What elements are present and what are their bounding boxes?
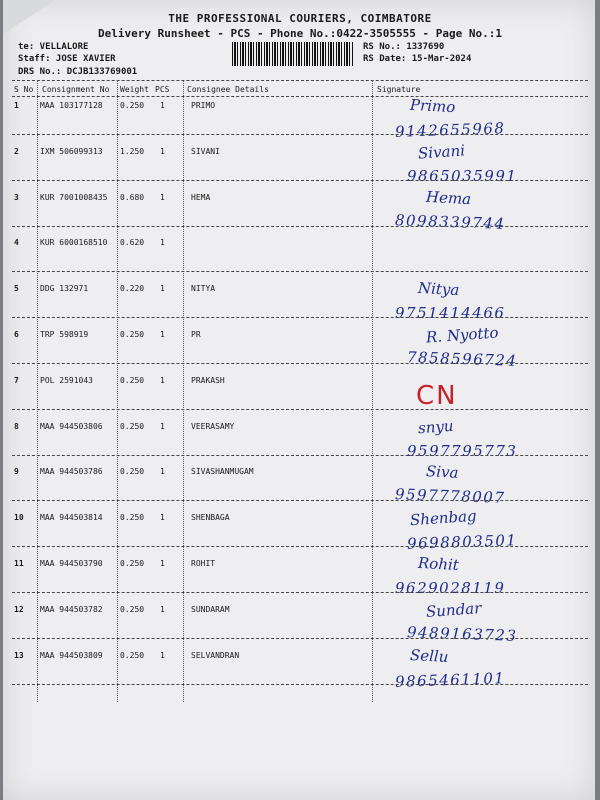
handwritten-signature: Sundar <box>425 598 482 621</box>
row-consignee: SUNDARAM <box>191 604 230 614</box>
row-weight: 0.680 <box>120 192 145 202</box>
staff-label: Staff: JOSE XAVIER <box>18 54 116 64</box>
column-divider <box>183 80 184 702</box>
row-weight: 0.250 <box>120 101 145 110</box>
drs-number: DRS No.: DCJB133769001 <box>18 67 138 77</box>
row-consignee: HEMA <box>191 192 211 202</box>
row-consignee: SHENBAGA <box>191 513 230 523</box>
handwritten-phone-number: 8098339744 <box>394 210 506 233</box>
col-header-sno: S No <box>14 85 34 94</box>
row-sno: 8 <box>14 421 19 431</box>
runsheet-page <box>3 0 595 800</box>
row-sno: 6 <box>14 330 19 339</box>
row-weight: 0.250 <box>120 559 145 568</box>
row-consignee: PRIMO <box>191 101 216 110</box>
row-consignment-no: KUR 6000168510 <box>40 238 108 248</box>
handwritten-phone-number: 7858596724 <box>406 348 518 370</box>
row-weight: 1.250 <box>120 146 145 156</box>
row-sno: 1 <box>14 101 19 110</box>
row-pcs: 1 <box>160 238 165 248</box>
handwritten-signature: Nitya <box>417 279 460 300</box>
handwritten-phone-number: 9142655968 <box>394 119 506 141</box>
handwritten-phone-number: 9597795773 <box>407 441 518 460</box>
cn-annotation: CN <box>416 381 458 411</box>
handwritten-signature: Primo <box>409 95 456 117</box>
handwritten-signature: Hema <box>425 187 472 208</box>
handwritten-phone-number: 9489163723 <box>406 622 518 645</box>
row-separator <box>12 546 588 547</box>
row-separator <box>12 363 588 364</box>
row-separator <box>12 592 588 593</box>
row-separator <box>12 317 588 318</box>
handwritten-phone-number: 9698803501 <box>406 531 518 554</box>
row-consignment-no: MAA 944503814 <box>40 513 103 523</box>
handwritten-phone-number: 9751414466 <box>395 304 506 323</box>
row-weight: 0.250 <box>120 330 145 339</box>
row-weight: 0.250 <box>120 604 145 614</box>
row-pcs: 1 <box>160 467 165 477</box>
handwritten-signature: Siva <box>425 462 459 483</box>
row-pcs: 1 <box>160 330 165 339</box>
row-weight: 0.250 <box>120 650 145 660</box>
row-consignment-no: MAA 944503809 <box>40 650 103 660</box>
rs-date: RS Date: 15-Mar-2024 <box>363 54 472 64</box>
col-header-weight: Weight <box>120 85 149 94</box>
row-sno: 12 <box>14 604 24 614</box>
col-header-consignment: Consignment No <box>42 85 110 94</box>
row-separator <box>12 271 588 272</box>
handwritten-signature: Sellu <box>409 645 449 666</box>
row-consignment-no: MAA 944503786 <box>40 467 103 477</box>
handwritten-signature: Shenbag <box>409 506 478 530</box>
row-sno: 10 <box>14 513 24 523</box>
header-top-rule <box>12 80 588 81</box>
col-header-consignee: Consignee Details <box>187 85 269 94</box>
row-consignment-no: MAA 944503790 <box>40 559 103 568</box>
row-separator <box>12 180 588 181</box>
column-divider <box>37 80 38 702</box>
row-consignment-no: DDG 132971 <box>40 284 89 294</box>
runsheet-subtitle: Delivery Runsheet - PCS - Phone No.:0422-3505555 - Page No.:1 <box>98 27 502 40</box>
column-divider <box>117 80 118 702</box>
row-consignment-no: IXM 506099313 <box>40 146 103 156</box>
row-pcs: 1 <box>160 421 165 431</box>
row-sno: 3 <box>14 192 19 202</box>
row-sno: 7 <box>14 375 19 385</box>
handwritten-signature: R. Nyotto <box>425 323 500 347</box>
handwritten-signature: Sivani <box>417 141 466 163</box>
site-label: te: VELLALORE <box>18 42 89 52</box>
row-consignment-no: MAA 103177128 <box>40 101 103 110</box>
row-consignment-no: POL 2591043 <box>40 375 93 385</box>
row-sno: 9 <box>14 467 19 477</box>
row-pcs: 1 <box>160 375 165 385</box>
row-weight: 0.250 <box>120 467 145 477</box>
row-consignment-no: MAA 944503806 <box>40 421 103 431</box>
col-header-pcs: PCS <box>155 85 170 94</box>
row-separator <box>12 409 588 410</box>
row-consignment-no: KUR 7001008435 <box>40 192 108 202</box>
column-divider <box>372 80 373 702</box>
handwritten-signature: Rohit <box>417 553 460 575</box>
row-sno: 4 <box>14 238 19 248</box>
handwritten-signature: snyu <box>417 416 455 437</box>
row-consignee: PRAKASH <box>191 375 225 385</box>
row-weight: 0.250 <box>120 421 145 431</box>
row-weight: 0.620 <box>120 238 145 248</box>
row-consignee: SELVANDRAN <box>191 650 240 660</box>
row-pcs: 1 <box>160 559 165 568</box>
rs-number: RS No.: 1337690 <box>363 42 445 52</box>
row-pcs: 1 <box>160 101 165 110</box>
handwritten-phone-number: 9865461101 <box>394 668 506 691</box>
row-consignment-no: MAA 944503782 <box>40 604 103 614</box>
row-consignee: SIVANI <box>191 146 220 156</box>
handwritten-phone-number: 9597778007 <box>394 485 506 508</box>
row-separator <box>12 684 588 685</box>
row-consignee: SIVASHANMUGAM <box>191 467 254 477</box>
header-bottom-rule <box>12 96 588 97</box>
row-sno: 2 <box>14 146 19 156</box>
row-separator <box>12 134 588 135</box>
row-separator <box>12 226 588 227</box>
row-sno: 11 <box>14 559 24 568</box>
row-weight: 0.250 <box>120 513 145 523</box>
barcode <box>232 42 354 66</box>
handwritten-phone-number: 9629028119 <box>395 579 506 597</box>
row-pcs: 1 <box>160 513 165 523</box>
col-header-signature: Signature <box>377 85 421 94</box>
row-pcs: 1 <box>160 192 165 202</box>
row-sno: 13 <box>14 650 24 660</box>
row-pcs: 1 <box>160 284 165 294</box>
company-title: THE PROFESSIONAL COURIERS, COIMBATORE <box>168 12 432 25</box>
row-pcs: 1 <box>160 146 165 156</box>
row-weight: 0.250 <box>120 375 145 385</box>
row-consignee: VEERASAMY <box>191 421 235 431</box>
row-consignee: ROHIT <box>191 559 216 568</box>
row-sno: 5 <box>14 284 19 294</box>
row-separator <box>12 455 588 456</box>
row-pcs: 1 <box>160 604 165 614</box>
row-consignee: NITYA <box>191 284 216 294</box>
row-weight: 0.220 <box>120 284 145 294</box>
row-pcs: 1 <box>160 650 165 660</box>
row-separator <box>12 500 588 501</box>
handwritten-phone-number: 9865035991 <box>407 166 518 185</box>
row-consignee: PR <box>191 330 201 339</box>
row-separator <box>12 638 588 639</box>
row-consignment-no: TRP 598919 <box>40 330 89 339</box>
